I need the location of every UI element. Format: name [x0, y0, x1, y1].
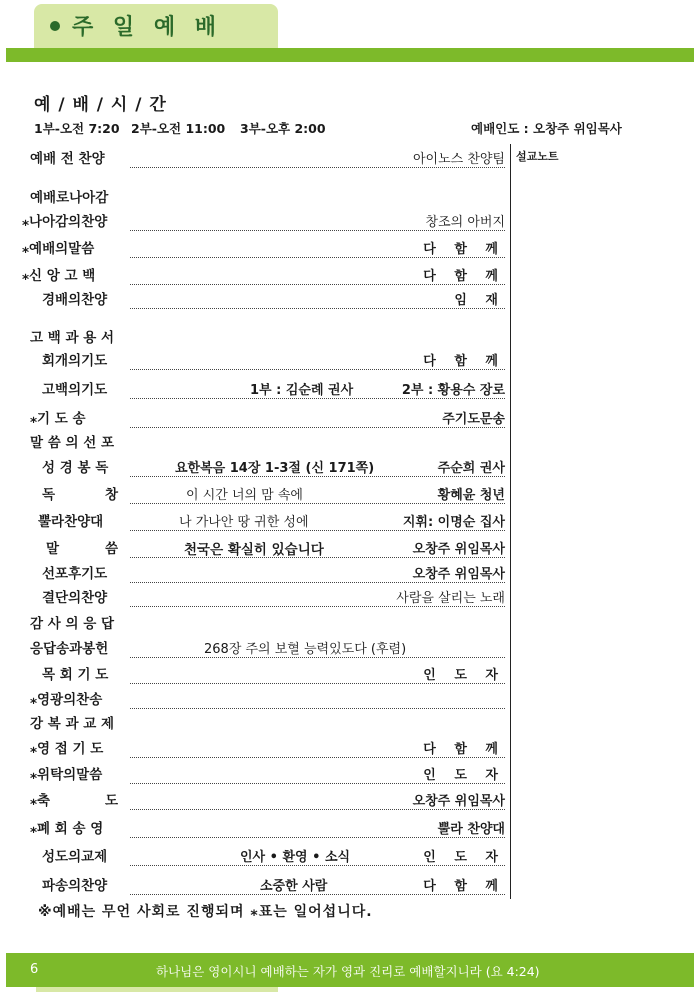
order-right: 임 재	[454, 293, 505, 308]
section-label: 강 복 과 교 제	[30, 716, 115, 732]
dotted-rule	[130, 865, 505, 866]
order-row	[0, 404, 510, 428]
order-row	[0, 507, 510, 531]
notes-label: 설교노트	[516, 150, 559, 163]
order-label: 뿔라찬양대	[38, 514, 104, 530]
service-time-2: 2부-오전 11:00	[131, 121, 226, 136]
bullet-dot-icon	[50, 21, 60, 31]
service-time-3: 3부-오후 2:00	[240, 121, 326, 136]
dotted-rule	[130, 503, 505, 504]
footer-tab	[36, 987, 278, 992]
notes-divider	[510, 144, 511, 899]
order-row	[0, 375, 510, 399]
order-section	[0, 183, 510, 207]
dotted-rule	[130, 606, 505, 607]
order-label: 응답송과봉헌	[30, 641, 109, 657]
dotted-rule	[130, 683, 505, 684]
order-label: 독 창	[42, 487, 118, 503]
order-mid: 나 가나안 땅 귀한 성에	[179, 515, 309, 530]
order-label: ⁎기 도 송	[30, 411, 86, 427]
order-row	[0, 786, 510, 810]
footer-verse: 하나님은 영이시니 예배하는 자가 영과 진리로 예배할지니라 (요 4:24)	[156, 964, 540, 979]
order-label: 성도의교제	[42, 849, 108, 865]
order-mid: 소중한 사람	[260, 879, 328, 894]
order-mid: 인사 • 환영 • 소식	[240, 850, 351, 865]
order-right: 주기도문송	[442, 412, 505, 427]
dotted-rule	[130, 757, 505, 758]
order-row	[0, 453, 510, 477]
order-row	[0, 734, 510, 758]
order-right: 2부 : 황용수 장로	[401, 383, 505, 398]
page-title: 주 일 예 배	[72, 15, 222, 40]
order-row	[0, 685, 510, 709]
order-right: 다 함 께	[423, 354, 505, 369]
section-label: 감 사 의 응 답	[30, 616, 115, 632]
dotted-rule	[130, 783, 505, 784]
order-label: ⁎예배의말씀	[22, 241, 95, 257]
dotted-rule	[130, 476, 505, 477]
order-row	[0, 285, 510, 309]
order-label: 예배 전 찬양	[30, 151, 105, 167]
order-right: 인 도 자	[423, 768, 505, 783]
order-mid: 268장 주의 보혈 능력있도다 (후렴)	[204, 642, 407, 657]
order-right: 지휘: 이명순 집사	[402, 515, 505, 530]
service-leader: 예배인도 : 오창주 위임목사	[471, 121, 622, 136]
standing-note: ※예배는 무언 사회로 진행되며 ⁎표는 일어섭니다.	[38, 904, 373, 920]
order-section	[0, 323, 510, 347]
order-right: 인 도 자	[423, 668, 505, 683]
order-row	[0, 634, 510, 658]
order-label: 선포후기도	[42, 566, 108, 582]
dotted-rule	[130, 369, 505, 370]
order-label: 경배의찬양	[42, 292, 108, 308]
order-label: 결단의찬양	[42, 590, 108, 606]
order-section	[0, 428, 510, 452]
order-row	[0, 346, 510, 370]
dotted-rule	[130, 894, 505, 895]
order-mid: 1부 : 김순례 권사	[250, 383, 354, 398]
order-row	[0, 480, 510, 504]
order-label: ⁎위탁의말씀	[30, 767, 103, 783]
order-label: 말 씀	[46, 541, 118, 557]
order-label: 회개의기도	[42, 353, 108, 369]
order-right: 황혜윤 청년	[437, 488, 505, 503]
order-label: ⁎축 도	[30, 793, 118, 809]
dotted-rule	[130, 809, 505, 810]
order-label: ⁎영 접 기 도	[30, 741, 104, 757]
dotted-rule	[130, 837, 505, 838]
order-label: ⁎나아감의찬양	[22, 214, 108, 230]
dotted-rule	[130, 530, 505, 531]
header-tab	[34, 4, 278, 48]
order-row	[0, 583, 510, 607]
order-label: 고백의기도	[42, 382, 108, 398]
order-row	[0, 760, 510, 784]
section-label: 말 씀 의 선 포	[30, 435, 115, 451]
section-label: 예배로나아감	[30, 190, 109, 206]
order-row	[0, 559, 510, 583]
schedule-title: 예 / 배 / 시 / 간	[34, 95, 167, 115]
order-right: 다 함 께	[423, 742, 505, 757]
dotted-rule	[130, 657, 505, 658]
order-section	[0, 709, 510, 733]
order-right: 다 함 께	[423, 879, 505, 894]
order-row	[0, 261, 510, 285]
order-right: 오창주 위임목사	[412, 542, 505, 557]
order-label: 목 회 기 도	[42, 667, 109, 683]
dotted-rule	[130, 257, 505, 258]
sermon-title: 천국은 확실히 있습니다	[184, 542, 324, 558]
page-number: 6	[30, 962, 39, 977]
service-time-1: 1부-오전 7:20	[34, 121, 120, 136]
order-row	[0, 660, 510, 684]
order-row	[0, 534, 510, 558]
order-right: 뿔라 찬양대	[437, 822, 505, 837]
dotted-rule	[130, 167, 505, 168]
order-row	[0, 814, 510, 838]
order-label: ⁎폐 회 송 영	[30, 821, 104, 837]
order-row	[0, 234, 510, 258]
order-row	[0, 871, 510, 895]
dotted-rule	[130, 398, 505, 399]
header-bar	[6, 48, 694, 62]
order-right: 주순희 권사	[437, 461, 505, 476]
order-row	[0, 207, 510, 231]
order-row	[0, 144, 510, 168]
order-right: 창조의 아버지	[425, 215, 505, 230]
order-right: 오창주 위임목사	[412, 567, 505, 582]
dotted-rule	[130, 308, 505, 309]
order-right: 다 함 께	[423, 242, 505, 257]
order-right: 오창주 위임목사	[412, 794, 505, 809]
order-mid: 요한복음 14장 1-3절 (신 171쪽)	[175, 461, 375, 476]
order-right: 인 도 자	[423, 850, 505, 865]
order-mid: 이 시간 너의 맘 속에	[186, 488, 303, 503]
order-row	[0, 842, 510, 866]
order-section	[0, 609, 510, 633]
order-right: 다 함 께	[423, 269, 505, 284]
order-right: 아이노스 찬양팀	[412, 152, 505, 167]
order-label: ⁎영광의찬송	[30, 692, 103, 708]
section-label: 고 백 과 용 서	[30, 330, 115, 346]
order-label: 성 경 봉 독	[42, 460, 109, 476]
order-label: 파송의찬양	[42, 878, 108, 894]
order-right: 사람을 살리는 노래	[396, 591, 505, 606]
order-label: ⁎신 앙 고 백	[22, 268, 96, 284]
dotted-rule	[130, 230, 505, 231]
